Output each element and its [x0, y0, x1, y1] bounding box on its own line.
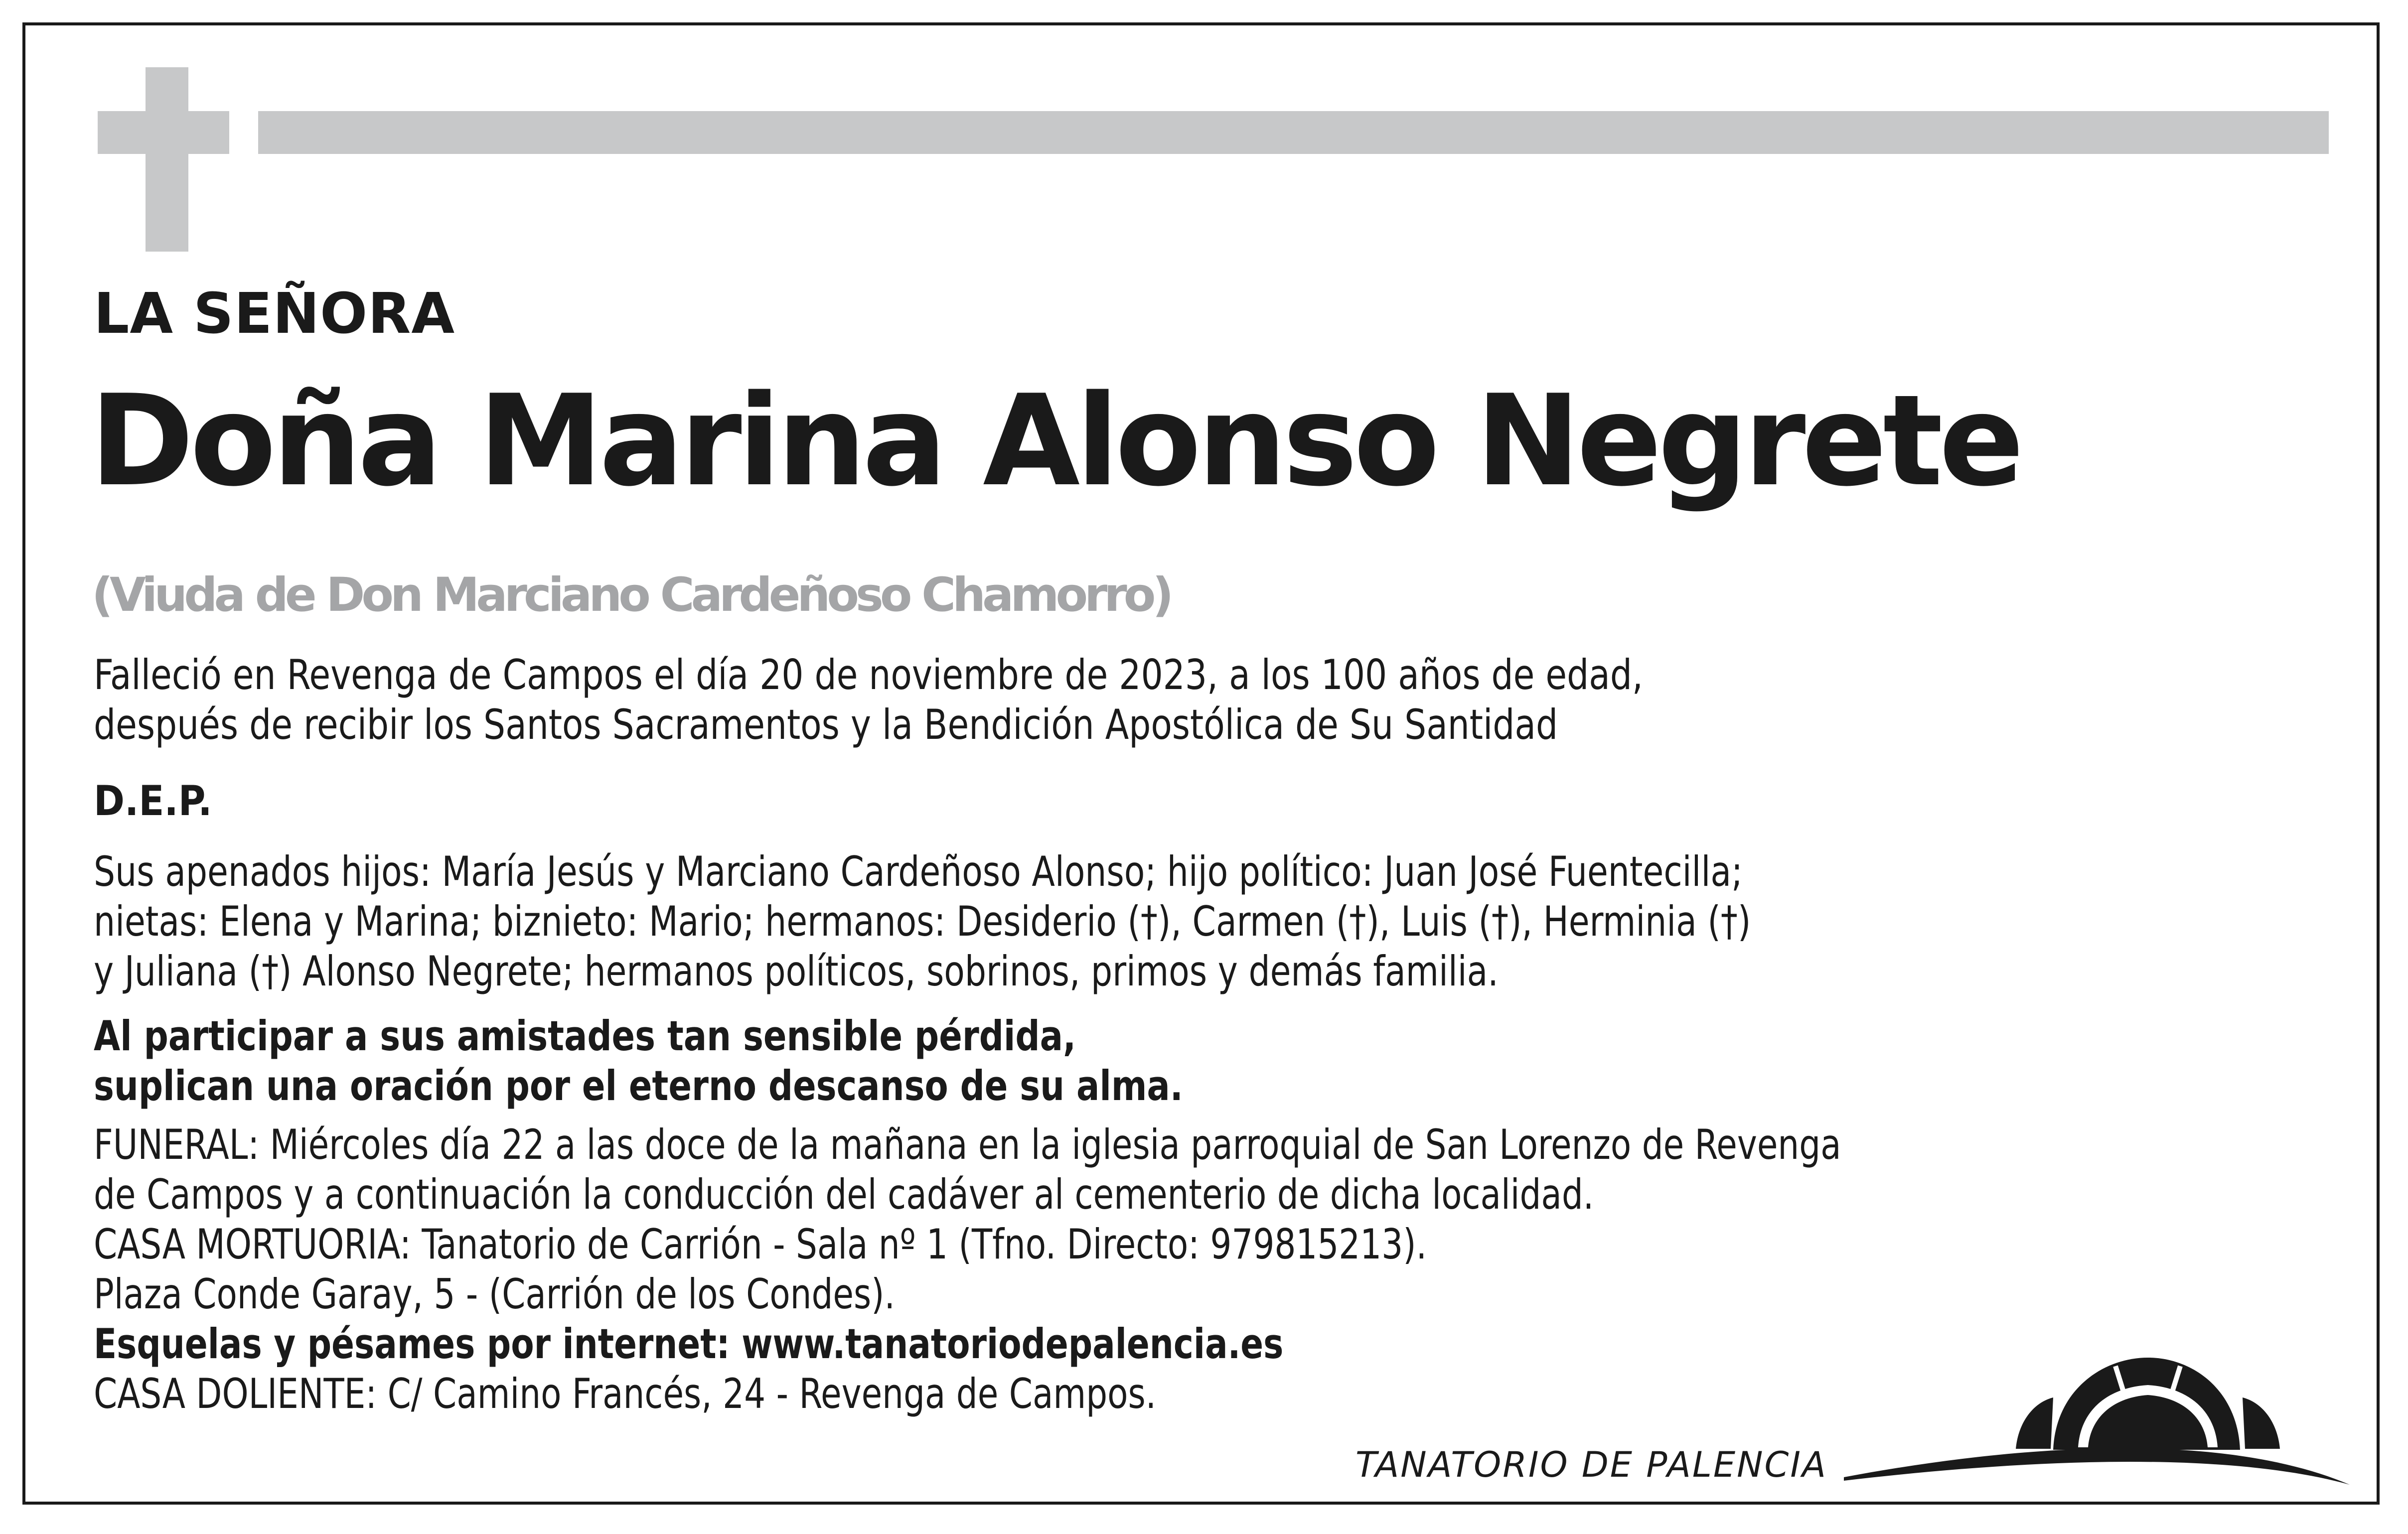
death-notice-line: Falleció en Revenga de Campos el día 20 de noviembre de 2023, a los 100 años de edad, [94, 651, 1643, 699]
family-line: nietas: Elena y Marina; biznieto: Mario; hermanos: Desiderio (†), Carmen (†), Luis (†), Herminia (†) [94, 897, 1751, 946]
death-notice-line: después de recibir los Santos Sacramentos y la Bendición Apostólica de Su Santidad [94, 700, 1558, 749]
family-list [94, 847, 1751, 996]
request-line: suplican una oración por el eterno descanso de su alma. [94, 1062, 1183, 1110]
prayer-request [94, 1011, 1183, 1111]
address: Plaza Conde Garay, 5 - (Carrión de los Condes). [94, 1270, 896, 1318]
widow-note: (Viuda de Don Marciano Cardeñoso Chamorro) [92, 568, 1171, 622]
funeral-line: de Campos y a continuación la conducción del cadáver al cementerio de dicha localidad. [94, 1170, 1594, 1219]
internet-link[interactable]: Esquelas y pésames por internet: www.tanatoriodepalencia.es [94, 1320, 1284, 1368]
deceased-name: Doña Marina Alonso Negrete [90, 368, 2020, 514]
request-line: Al participar a sus amistades tan sensible pérdida, [94, 1012, 1076, 1060]
dep-label: D.E.P. [94, 777, 212, 825]
logo-text: TANATORIO DE PALENCIA [1355, 1444, 1827, 1485]
funeral-line: FUNERAL: Miércoles día 22 a las doce de la mañana en la iglesia parroquial de San Lorenzo de Revenga [94, 1120, 1841, 1169]
cross-icon [98, 67, 229, 252]
family-line: Sus apenados hijos: María Jesús y Marciano Cardeñoso Alonso; hijo político: Juan José Fuentecilla; [94, 847, 1743, 896]
death-notice [94, 650, 1643, 750]
header-bar [258, 111, 2329, 154]
title-prefix: LA SEÑORA [94, 281, 455, 346]
family-line: y Juliana (†) Alonso Negrete; hermanos políticos, sobrinos, primos y demás familia. [94, 947, 1499, 995]
casa-doliente: CASA DOLIENTE: C/ Camino Francés, 24 - Revenga de Campos. [94, 1370, 1157, 1418]
casa-mortuoria: CASA MORTUORIA: Tanatorio de Carrión - Sala nº 1 (Tfno. Directo: 979815213). [94, 1220, 1427, 1268]
